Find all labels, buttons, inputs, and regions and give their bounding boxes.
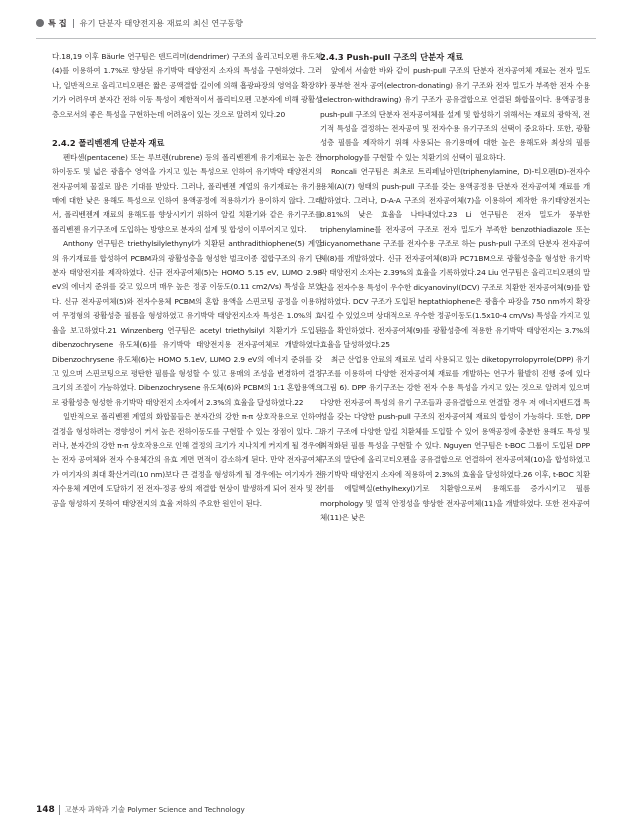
body-paragraph: 다.18,19 이후 Bäurle 연구팀은 덴드리머(dendrimer) 구조의 올리고티오펜 유도체(4)를 이용하여 1.7%로 향상된 유기박막 태양전지 소자의 특성을 구현하였다. 그러나, 일반적으로 올리고티오펜은 짧은 공액결합 길이에 의해 흡광파장의 영역을 확장하기가 어려우며 분자간 전하 이동 특성이 제한적이서 폴리티오펜 고분자에 비해 광활성층으로서의 좋은 특성을 구현하는데 어려움이 있는 것으로 알려져 있다.20	[52, 52, 322, 119]
body-paragraph: 펜타센(pentacene) 또는 루브렌(rubrene) 등의 폴리벤젠계 유기재료는 높은 전하이동도 및 넓은 광흡수 영역을 가지고 있는 특성으로 인하여 유기박막 태양전지의 전자공여체 물질로 많은 기대를 받았다. 그러나, 폴리벤젠 계열의 유기재료는 유기용매에 대한 낮은 용해도 특성으로 인하여 용액공정에 적용하기가 용이하지 않다. 그래서, 폴리벤젠계 재료의 용해도를 향상시키기 위하여 알킬 치환기와 같은 유기구조를 폴리벤젠 유기구조에 도입하는 방향으로 분자의 설계 및 합성이 이루어지고 있다.	[52, 152, 322, 234]
right-column	[320, 50, 590, 525]
journal-name: 고분자 과학과 기술 Polymer Science and Technology	[64, 805, 245, 814]
running-header	[36, 10, 596, 36]
header-rule	[36, 38, 596, 39]
left-column	[52, 50, 322, 511]
page-number: 148	[36, 805, 55, 815]
section-heading: 2.4.2 폴리벤젠계 단분자 재료	[52, 138, 165, 149]
body-paragraph: 최근 산업용 안료의 재료로 널리 사용되고 있는 diketopyrrolopyrrole(DPP) 유기구조를 이용하여 다양한 전자공여체 재료를 개발하는 연구가 활발히 진행 중에 있다(그림 6). DPP 유기구조는 강한 전자 수용 특성을 가지고 있는 것으로 알려져 있으며 다양한 전자공여 특성의 유기 구조들과 공유결합으로 연결할 경우 저 에너지밴드갭 특성을 갖는 다양한 push-pull 구조의 전자공여체 재료의 합성이 가능하다. 또한, DPP 유기 구조에 다양한 알킬 치환체를 도입할 수 있어 용액공정에 충분한 용해도 특성 및 최적화된 필름 특성을 구현할 수 있다. Nguyen 연구팀은 t-BOC 그룹이 도입된 DPP 구조의 말단에 올리고티오펜을 공유결합으로 연결하여 전자공여체(10)을 합성하였고 유기박막 태양전지 소자에 적용하여 2.3%의 효율을 달성하였다.26 이후, t-BOC 치환기를 에틸헥실(ethylhexyl)기로 치환함으로써 용해도를 증가시키고 필름 morphology 및 열적 안정성을 향상한 전자공여체(11)을 개발하였다. 또한 전자공여체(11)은 낮은	[320, 354, 590, 522]
section-heading: 2.4.3 Push-pull 구조의 단분자 재료	[320, 52, 464, 62]
body-paragraph: 앞에서 서술한 바와 같이 push-pull 구조의 단분자 전자공여체 재료는 전자 밀도가 풍부한 전자 공여(electron-donating) 유기 구조와 전자 밀도가 부족한 전자 수용(electron-withdrawing) 유기 구조가 공유결합으로 연결된 화합물이다. 용액공정용 push-pull 구조의 단분자 전자공여체를 설계 및 합성하기 위해서는 재료의 광학적, 전기적 특성을 결정하는 전자공여 및 전자수용 유기구조의 선택이 중요하다. 또한, 광활성층 필름을 제작하기 위해 사용되는 유기용매에 대한 높은 용해도와 최상의 필름 morphology를 구현할 수 있는 치환기의 선택이 필요하다.	[320, 66, 590, 162]
section-bullet-icon	[36, 19, 44, 27]
body-paragraph: 일반적으로 폴리벤젠 계열의 화합물들은 분자간의 강한 π-π 상호작용으로 인하여 결정을 형성하려는 경향성이 커서 높은 전하이동도를 구현할 수 있는 장점이 있다. 그러나, 분자간의 강한 π-π 상호작용으로 인해 결정의 크기가 지나치게 커지게 될 경우에는 전자 공여체와 전자 수용체간의 유효 계면 면적이 감소하게 된다. 만약 전자공여체가 여기자의 최대 확산거리(10 nm)보다 큰 결정을 형성하게 될 경우에는 여기자가 전자수용체 계면에 도달하기 전 전자-정공 쌍의 재결합 현상이 발생하게 되어 전자 및 전공을 형성하지 못하여 태양전지의 효율 저하의 주요한 원인이 된다.	[52, 412, 322, 508]
body-paragraph: Anthony 연구팀은 triethylsilylethynyl가 치환된 anthradithiophene(5) 계열의 유기재료를 합성하여 PCBM과의 광활성층을 형성한 벌크이종 접합구조의 유기 단분자 태양전지를 제작하였다. 신규 전자공여체(5)는 HOMO 5.15 eV, LUMO 2.98 eV의 에너지 준위를 갖고 있으며 매우 높은 정공 이동도(0.11 cm2/Vs) 특성을 보였다. 신규 전자공여체(5)와 전자수용체 PCBM의 혼합 용액을 스핀코팅 공정을 이용하여 무정형의 광활성층 필름을 형성하였고 유기박막 태양전지소자 특성은 1.0%의 효율을 보고하였다.21 Winzenberg 연구팀은 acetyl triethylsilyl 치환기가 도입된 dibenzochrysene 유도체(6)를 유기박막 태양전지용 전자공여체로 개발하였다. Dibenzochrysene 유도체(6)는 HOMO 5.1eV, LUMO 2.9 eV의 에너지 준위를 갖고 있으며 스핀코팅으로 평탄한 필름을 형성할 수 있고 용매의 조성을 변경하여 결정 크기의 조절이 가능하였다. Dibenzochrysene 유도체(6)와 PCBM의 1:1 혼합용액으로 광활성층 형성한 유기박막 태양전지 소자에서 2.3%의 효율을 달성하였다.22	[52, 239, 322, 407]
footer-separator	[59, 805, 60, 815]
header-title: 유기 단분자 태양전지용 재료의 최신 연구동향	[79, 17, 243, 28]
page-footer	[36, 803, 245, 817]
body-paragraph: Roncali 연구팀은 최초로 트리페닐아민(triphenylamine, D)-티오펜(D)-전자수용체(A)(7) 형태의 push-pull 구조를 갖는 용액공정용 단분자 전자공여체 재료를 개발하였다. 그러나, D-A-A 구조의 전자공여체(7)을 이용하여 제작한 유기태양전지는 0.81%의 낮은 효율을 나타내었다.23 Li 연구팀은 전자 밀도가 풍부한 triphenylamine를 전자공여 구조로 전자 밀도가 부족한 benzothiadiazole 또는 dicyanomethane 구조를 전자수용 구조로 하는 push-pull 구조의 단분자 전자공여체(8)를 개발하였다. 신규 전자공여체(8)과 PC71BM으로 광활성층을 형성한 유기박막 태양전지 소자는 2.39%의 효율을 기록하였다.24 Liu 연구팀은 올리고티오펜의 말단을 전자수용 특성이 우수한 dicyanovinyl(DCV) 구조로 치환한 전자공여체(9)를 합성하였다. DCV 구조가 도입된 heptathiophene은 광흡수 파장을 750 nm까지 확장시킬 수 있었으며 상대적으로 우수한 정공이동도(1.5x10-4 cm/Vs) 특성을 가지고 있음을 확인하였다. 전자공여체(9)를 광활성층에 적용한 유기박막 태양전지는 3.7%의 효율을 달성하였다.25	[320, 167, 590, 350]
paragraph-gap	[52, 122, 322, 136]
header-separator	[73, 19, 74, 28]
section-label: 특 집	[48, 17, 67, 28]
